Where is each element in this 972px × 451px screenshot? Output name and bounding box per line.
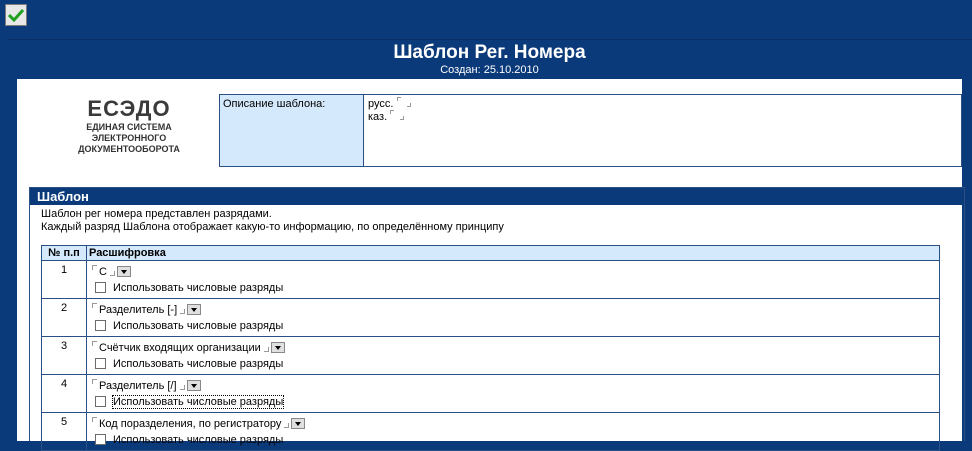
section-text-line-2: Каждый разряд Шаблона отображает какую-то информацию, по определённому принципу [41, 221, 504, 233]
row-number: 3 [42, 337, 87, 375]
field-end-marker [180, 309, 185, 314]
logo-line-2: ЭЛЕКТРОННОГО [91, 133, 167, 143]
field-start-marker [92, 303, 97, 308]
row-description-cell [87, 261, 940, 299]
logo-line-3: ДОКУМЕНТООБОРОТА [78, 144, 180, 154]
field-start-marker [92, 417, 97, 422]
field-start-marker [92, 265, 97, 270]
description-box [219, 94, 962, 167]
field-end-marker [110, 271, 115, 276]
row-component-name: Счётчик входящих организации [99, 341, 261, 354]
component-dropdown-button[interactable] [271, 342, 285, 353]
template-section [29, 187, 965, 446]
page-title: Шаблон Рег. Номера [393, 42, 586, 63]
description-values [364, 95, 411, 166]
numeric-digits-checkbox[interactable] [95, 358, 106, 369]
logo-name: ЕСЭДО [87, 96, 171, 121]
section-title: Шаблон [30, 188, 964, 205]
esedo-logo [49, 96, 209, 155]
ok-button[interactable] [5, 4, 27, 26]
left-border [7, 79, 17, 441]
row-description-cell [87, 299, 940, 337]
numeric-digits-label[interactable]: Использовать числовые разряды [113, 357, 284, 370]
column-header-number: № п.п [42, 246, 87, 261]
table-row [42, 375, 940, 413]
section-description [30, 205, 964, 234]
checkmark-icon [8, 8, 24, 22]
table-row [42, 299, 940, 337]
component-dropdown-button[interactable] [187, 380, 201, 391]
title-band [7, 40, 972, 79]
description-label: Описание шаблона: [220, 95, 364, 166]
chevron-down-icon [275, 346, 281, 350]
numeric-digits-label[interactable]: Использовать числовые разряды [113, 281, 284, 294]
table-header-row [42, 246, 940, 261]
row-description-cell [87, 413, 940, 451]
numeric-digits-checkbox[interactable] [95, 282, 106, 293]
description-kaz-field[interactable] [390, 110, 404, 120]
row-description-cell [87, 337, 940, 375]
description-kaz-label: каз. [368, 111, 388, 123]
row-component-name: Код поразделения, по регистратору [99, 417, 282, 430]
field-end-marker [180, 385, 185, 390]
description-rus-label: русс. [368, 98, 394, 110]
numeric-digits-checkbox[interactable] [95, 396, 106, 407]
template-page [7, 39, 972, 446]
description-rus-field[interactable] [397, 97, 411, 107]
field-end-marker [264, 347, 269, 352]
numeric-digits-label[interactable]: Использовать числовые разряды [113, 319, 284, 332]
created-date: Создан: 25.10.2010 [440, 64, 539, 76]
chevron-down-icon [295, 422, 301, 426]
component-dropdown-button[interactable] [187, 304, 201, 315]
table-row [42, 261, 940, 299]
logo-line-1: ЕДИНАЯ СИСТЕМА [86, 122, 172, 132]
numeric-digits-checkbox[interactable] [95, 320, 106, 331]
component-dropdown-button[interactable] [117, 266, 131, 277]
column-header-description: Расшифровка [87, 246, 940, 261]
row-number: 5 [42, 413, 87, 451]
field-end-marker [284, 423, 289, 428]
row-description-cell [87, 375, 940, 413]
numeric-digits-label[interactable]: Использовать числовые разряды [113, 433, 284, 446]
component-dropdown-button[interactable] [291, 418, 305, 429]
row-number: 4 [42, 375, 87, 413]
chevron-down-icon [191, 308, 197, 312]
table-row [42, 337, 940, 375]
row-component-name: Разделитель [-] [99, 303, 178, 316]
field-start-marker [92, 379, 97, 384]
field-start-marker [92, 341, 97, 346]
row-component-name: Разделитель [/] [99, 379, 177, 392]
numeric-digits-label[interactable]: Использовать числовые разряды [113, 395, 284, 408]
table-row [42, 413, 940, 451]
chevron-down-icon [191, 384, 197, 388]
section-text-line-1: Шаблон рег номера представлен разрядами. [41, 208, 272, 220]
row-component-name: С [99, 265, 107, 278]
template-table [41, 245, 940, 451]
row-number: 1 [42, 261, 87, 299]
chevron-down-icon [121, 270, 127, 274]
top-toolbar [0, 0, 972, 32]
row-number: 2 [42, 299, 87, 337]
